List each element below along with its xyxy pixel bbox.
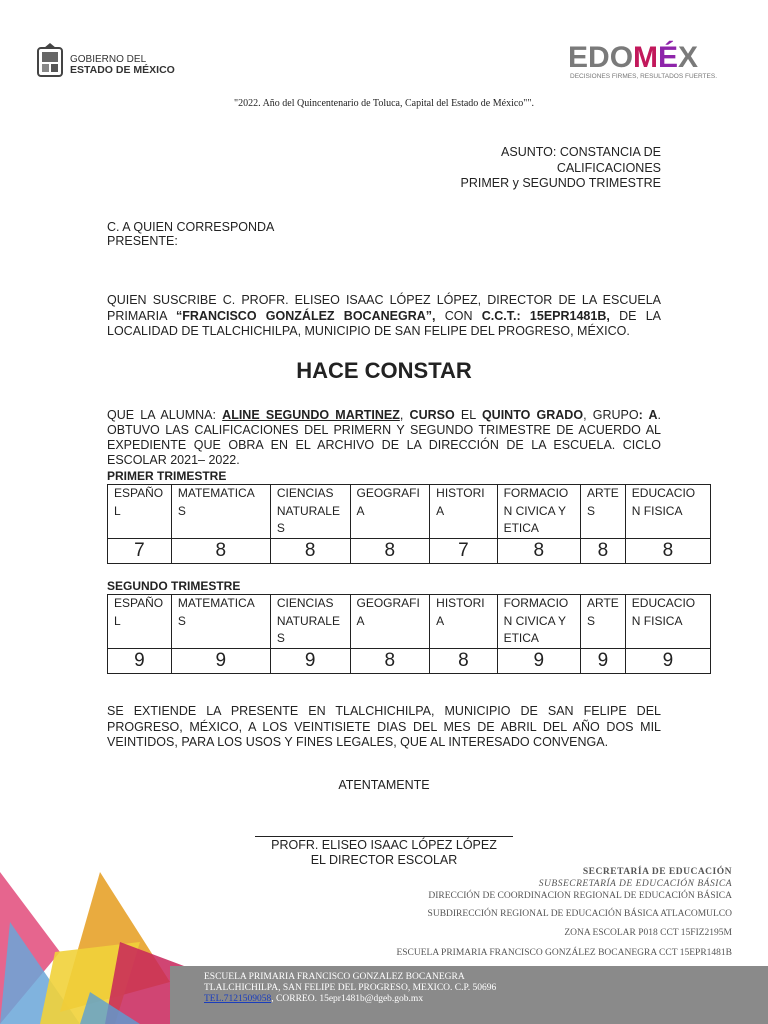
curso-label: CURSO — [409, 408, 455, 422]
signature-line — [255, 836, 513, 837]
subject-cell: GEOGRAFI A — [350, 595, 430, 649]
edomex-letter: E — [568, 41, 589, 74]
constancia-text-3: EL — [454, 408, 482, 422]
grade-cell: 9 — [497, 648, 580, 673]
asunto-line1: ASUNTO: CONSTANCIA DE — [501, 145, 661, 159]
student-name: ALINE SEGUNDO MARTINEZ — [222, 408, 400, 422]
intro-text-1: QUIEN SUSCRIBE C. PROFR. ELISEO ISAAC LÓPEZ LÓPEZ, DIRECTOR DE LA ESCUELA PRIMARIA — [107, 293, 661, 323]
asunto-line2: CALIFICACIONES — [556, 160, 661, 175]
grade-cell: 7 — [430, 538, 497, 563]
segundo-trimestre-table — [107, 594, 711, 674]
grade-cell: 8 — [430, 648, 497, 673]
segundo-trimestre-title: SEGUNDO TRIMESTRE — [107, 579, 241, 593]
director-name: PROFR. ELISEO ISAAC LÓPEZ LÓPEZ — [271, 838, 497, 852]
subject-cell: CIENCIAS NATURALE S — [270, 595, 350, 649]
subject-cell: HISTORI A — [430, 595, 497, 649]
constancia-text-5: . OBTUVO LAS CALIFICACIONES DEL PRIMERN Y SEGUNDO TRIMESTRE DE ACUERDO AL EXPEDIENTE QUE OBRA EN EL ARCHIVO DE LA DIRECCIÓN DE LA ESCUELA. CICLO ESCOLAR 2021– 2022. — [107, 408, 661, 467]
edomex-letter: X — [678, 41, 699, 74]
director-title: EL DIRECTOR ESCOLAR — [310, 852, 458, 867]
gobierno-line1: GOBIERNO DEL — [70, 54, 147, 65]
main-heading: HACE CONSTAR — [296, 358, 472, 383]
subject-cell: GEOGRAFI A — [350, 485, 430, 539]
edomex-logo — [568, 42, 728, 84]
year-motto: "2022. Año del Quincentenario de Toluca, Capital del Estado de México"". — [234, 98, 534, 109]
grade-cell: 8 — [497, 538, 580, 563]
footer-email: , CORREO. 15epr1481b@dgeb.gob.mx — [271, 994, 424, 1004]
subjects-row — [108, 595, 711, 649]
grado-value: QUINTO GRADO — [481, 408, 584, 422]
intro-text-3: DE LA LOCALIDAD DE TLALCHICHILPA, MUNICIPIO DE SAN FELIPE DEL PROGRESO, MÉXICO. — [107, 308, 662, 338]
secretaria-line5: ZONA ESCOLAR P018 CCT 15FIZ2195M — [564, 928, 732, 938]
edomex-letter: M — [633, 41, 659, 74]
grade-cell: 9 — [270, 648, 350, 673]
subject-cell: ESPAÑO L — [108, 595, 172, 649]
grade-cell: 8 — [270, 538, 350, 563]
subject-cell: CIENCIAS NATURALE S — [270, 485, 350, 539]
constancia-text-2: , — [399, 408, 410, 422]
phone-link[interactable]: TEL.7121509058 — [204, 994, 272, 1004]
edomex-letter: O — [609, 41, 634, 74]
grades-row — [108, 538, 711, 563]
secretaria-line4: SUBDIRECCIÓN REGIONAL DE EDUCACIÓN BÁSICA ATLACOMULCO — [427, 909, 732, 919]
subject-cell: FORMACIO N CIVICA Y ETICA — [497, 485, 580, 539]
subject-cell: ESPAÑO L — [108, 485, 172, 539]
grupo-value: : A — [638, 408, 658, 422]
grade-cell: 9 — [625, 648, 710, 673]
footer-line1: ESCUELA PRIMARIA FRANCISCO GONZALEZ BOCANEGRA — [204, 972, 465, 982]
destinatario-line2: PRESENTE: — [107, 234, 178, 248]
gobierno-logo — [36, 42, 176, 80]
grade-cell: 8 — [625, 538, 710, 563]
constancia-text-1: QUE LA ALUMNA: — [107, 408, 223, 422]
atentamente: ATENTAMENTE — [338, 778, 430, 792]
subject-cell: MATEMATICA S — [171, 485, 270, 539]
primer-trimestre-table — [107, 484, 711, 564]
destinatario — [107, 220, 274, 248]
closing-paragraph: SE EXTIENDE LA PRESENTE EN TLALCHICHILPA, MUNICIPIO DE SAN FELIPE DEL PROGRESO, MÉXICO, A LOS VEINTISIETE DIAS DEL MES DE ABRIL DEL AÑO DOS MIL VEINTIDOS, PARA LOS USOS Y FINES LEGALES, QUE AL INTERESADO CONVENGA. — [107, 704, 661, 749]
gobierno-line2: ESTADO DE MÉXICO — [70, 64, 175, 76]
subject-cell: HISTORI A — [430, 485, 497, 539]
secretaria-line2: SUBSECRETARÍA DE EDUCACIÓN BÁSICA — [538, 879, 732, 889]
secretaria-line3: DIRECCIÓN DE COORDINACION REGIONAL DE EDUCACIÓN BÁSICA — [428, 891, 732, 901]
subject-cell: EDUCACIO N FISICA — [625, 595, 710, 649]
grades-row — [108, 648, 711, 673]
edomex-letter: É — [658, 41, 679, 74]
subject-cell: EDUCACIO N FISICA — [625, 485, 710, 539]
footer-bar — [170, 966, 768, 1024]
secretaria-line6: ESCUELA PRIMARIA FRANCISCO GONZÁLEZ BOCANEGRA CCT 15EPR1481B — [396, 948, 732, 958]
intro-text-2: CON — [435, 308, 482, 323]
subject-cell: ARTE S — [581, 595, 626, 649]
constancia-text-4: , GRUPO — [583, 408, 639, 422]
grade-cell: 9 — [581, 648, 626, 673]
asunto-line3: PRIMER y SEGUNDO TRIMESTRE — [460, 176, 661, 190]
estado-seal-icon — [36, 42, 64, 78]
subject-cell: MATEMATICA S — [171, 595, 270, 649]
constancia-paragraph — [107, 408, 661, 468]
edomex-letter: D — [588, 41, 610, 74]
asunto-block — [400, 145, 661, 192]
destinatario-line1: C. A QUIEN CORRESPONDA — [107, 220, 275, 234]
subject-cell: FORMACIO N CIVICA Y ETICA — [497, 595, 580, 649]
cct-code: C.C.T.: 15EPR1481B, — [481, 308, 610, 323]
edomex-wordmark — [568, 42, 698, 74]
grade-cell: 9 — [171, 648, 270, 673]
subjects-row — [108, 485, 711, 539]
school-name: “FRANCISCO GONZÁLEZ BOCANEGRA”, — [176, 308, 436, 323]
footer-line3 — [204, 994, 496, 1005]
grade-cell: 8 — [581, 538, 626, 563]
edomex-tagline: DECISIONES FIRMES, RESULTADOS FUERTES. — [570, 73, 717, 80]
secretaria-line1: SECRETARÍA DE EDUCACIÓN — [582, 867, 732, 877]
grade-cell: 8 — [171, 538, 270, 563]
grade-cell: 9 — [108, 648, 172, 673]
grade-cell: 8 — [350, 538, 430, 563]
signature-block — [240, 838, 528, 867]
grade-cell: 7 — [108, 538, 172, 563]
intro-paragraph — [107, 293, 661, 340]
grade-cell: 8 — [350, 648, 430, 673]
primer-trimestre-title: PRIMER TRIMESTRE — [107, 469, 227, 483]
subject-cell: ARTE S — [581, 485, 626, 539]
footer-line2: TLALCHICHILPA, SAN FELIPE DEL PROGRESO, MEXICO. C.P. 50696 — [204, 983, 497, 993]
